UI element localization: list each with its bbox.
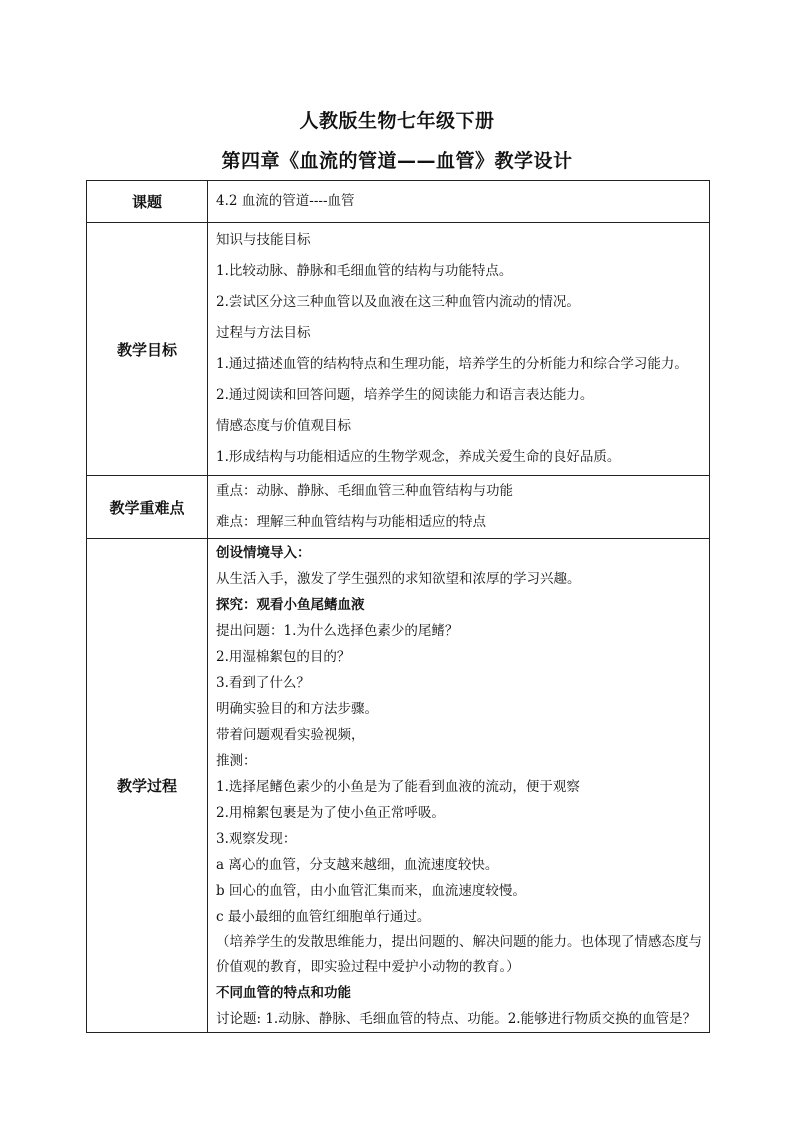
explore-heading: 探究：观看小鱼尾鳍血液 [216, 597, 365, 613]
vessels-heading: 不同血管的特点和功能 [216, 985, 351, 1001]
goals-label: 教学目标 [87, 223, 208, 476]
keypoint-line: 难点：理解三种血管结构与功能相适应的特点 [216, 514, 486, 530]
goal-line: 1.通过描述血管的结构特点和生理功能，培养学生的分析能力和综合学习能力。 [216, 356, 688, 372]
process-line: 3.看到了什么？ [216, 675, 310, 691]
lesson-plan-table [86, 180, 710, 1033]
document-title: 人教版生物七年级下册 [299, 110, 495, 132]
goal-line: 1.比较动脉、静脉和毛细血管的结构与功能特点。 [216, 263, 513, 279]
process-line: 明确实验目的和方法步骤。 [216, 701, 378, 717]
topic-label: 课题 [87, 181, 208, 223]
topic-row [87, 181, 710, 223]
document-subtitle: 第四章《血流的管道——血管》教学设计 [221, 150, 573, 172]
goal-line: 过程与方法目标 [216, 325, 311, 341]
process-line: c 最小最细的血管红细胞单行通过。 [216, 909, 431, 925]
process-label: 教学过程 [87, 539, 208, 1033]
intro-heading: 创设情境导入： [216, 545, 311, 561]
keypoints-label: 教学重难点 [87, 476, 208, 539]
process-line: 带着问题观看实验视频， [216, 727, 365, 743]
goal-line: 情感态度与价值观目标 [216, 418, 351, 434]
topic-value: 4.2 血流的管道----血管 [216, 193, 355, 209]
keypoints-row [87, 476, 710, 539]
goal-line: 知识与技能目标 [216, 232, 311, 248]
process-line: 1.选择尾鳍色素少的小鱼是为了能看到血液的流动，便于观察 [216, 779, 580, 795]
process-line: a 离心的血管，分支越来越细，血流速度较快。 [216, 857, 499, 873]
process-note: （培养学生的发散思维能力，提出问题的、解决问题的能力。也体现了情感态度与价值观的教育，即实验过程中爱护小动物的教育。） [216, 934, 702, 975]
keypoint-line: 重点：动脉、静脉、毛细血管三种血管结构与功能 [216, 483, 513, 499]
discussion-line: 讨论题: 1.动脉、静脉、毛细血管的特点、功能。2.能够进行物质交换的血管是？ [216, 1011, 697, 1027]
goal-line: 2.通过阅读和回答问题，培养学生的阅读能力和语言表达能力。 [216, 387, 594, 403]
process-line: 推测： [216, 753, 257, 769]
goal-line: 1.形成结构与功能相适应的生物学观念，养成关爱生命的良好品质。 [216, 449, 621, 465]
goals-row [87, 223, 710, 476]
goal-line: 2.尝试区分这三种血管以及血液在这三种血管内流动的情况。 [216, 294, 580, 310]
process-line: 2.用湿棉絮包的目的？ [216, 649, 351, 665]
intro-text: 从生活入手，激发了学生强烈的求知欲望和浓厚的学习兴趣。 [216, 571, 581, 587]
process-line: 3.观察发现： [216, 831, 297, 847]
process-line: 提出问题：1.为什么选择色素少的尾鳍？ [216, 623, 459, 639]
process-line: 2.用棉絮包裹是为了使小鱼正常呼吸。 [216, 805, 445, 821]
process-line: b 回心的血管，由小血管汇集而来，血流速度较慢。 [216, 883, 526, 899]
process-row [87, 539, 710, 1033]
